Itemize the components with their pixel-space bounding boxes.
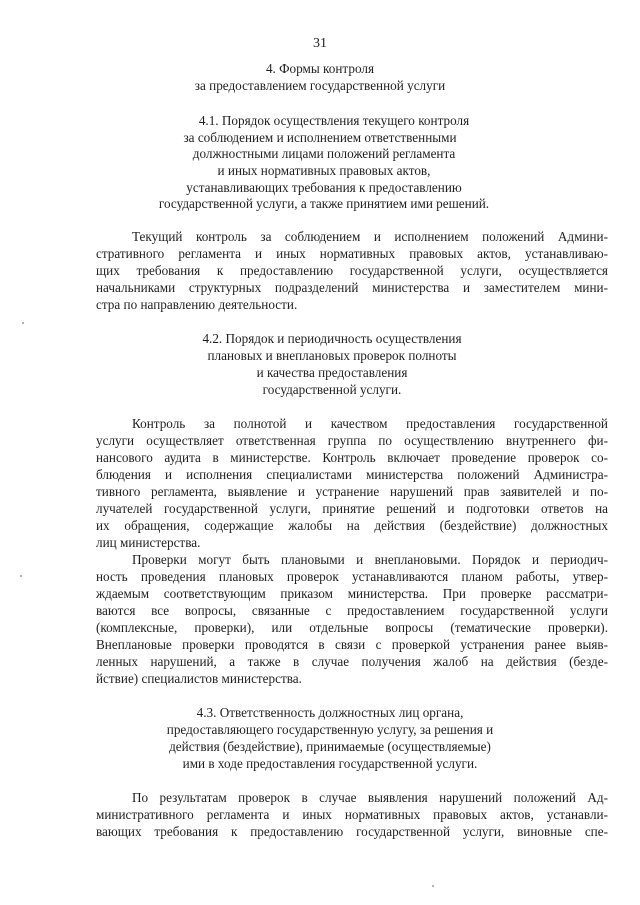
paragraph-line: ждаемым соответствующим приказом министерства. При проверке рассматри- bbox=[96, 586, 608, 601]
scan-speck bbox=[432, 885, 434, 887]
paragraph-line: их обращения, содержащие жалобы на действия (бездействие) должностных bbox=[96, 518, 608, 533]
subsection-heading-line: предоставляющего государственную услугу, за решения и bbox=[166, 722, 494, 737]
paragraph-line: йствие) специалистов министерства. bbox=[96, 671, 302, 686]
scan-speck bbox=[20, 575, 22, 577]
paragraph-line: (комплексные, проверки), или отдельные вопросы (тематические проверки). bbox=[96, 620, 608, 635]
subsection-heading-line: 4.2. Порядок и периодичность осуществления bbox=[202, 331, 462, 346]
paragraph-line: нансового аудита в министерстве. Контроль включает проведение проверок со- bbox=[96, 450, 608, 465]
paragraph-line: ваются все вопросы, связанные с предоставлением государственной услуги bbox=[96, 603, 608, 618]
paragraph-line: лиц министерства. bbox=[96, 535, 201, 550]
subsection-heading-line: государственной услуги. bbox=[262, 382, 402, 397]
paragraph-line: вающих требования к предоставлению государственной услуги, виновные спе- bbox=[96, 824, 608, 839]
subsection-heading-line: ими в ходе предоставления государственной услуги. bbox=[182, 756, 478, 771]
paragraph-line: ность проведения плановых проверок устанавливаются планом работы, утвер- bbox=[96, 569, 608, 584]
subsection-heading-line: устанавливающих требования к предоставлению bbox=[186, 180, 462, 195]
subsection-heading-line: за соблюдением и исполнением ответственными bbox=[183, 130, 457, 145]
subsection-heading-line: и качества предоставления bbox=[256, 365, 408, 380]
subsection-heading-line: действия (бездействие), принимаемые (осуществляемые) bbox=[169, 739, 491, 754]
paragraph-line: услуги осуществляет ответственная группа по осуществлению внутреннего фи- bbox=[96, 433, 608, 448]
page-number: 31 bbox=[313, 36, 327, 51]
paragraph-line: стра по направлению деятельности. bbox=[96, 297, 298, 312]
paragraph-line: тивного регламента, выявление и устранение нарушений прав заявителей и по- bbox=[96, 484, 608, 499]
paragraph-line: щих требования к предоставлению государственной услуги, осуществляется bbox=[96, 263, 608, 278]
paragraph-line: стративного регламента и иных нормативных правовых актов, устанавливаю- bbox=[96, 246, 608, 261]
paragraph-line: Внеплановые проверки проводятся в связи с проверкой устранения ранее выяв- bbox=[96, 637, 608, 652]
paragraph-line: Текущий контроль за соблюдением и исполнением положений Админи- bbox=[132, 229, 608, 244]
subsection-heading-line: плановых и внеплановых проверок полноты bbox=[207, 348, 457, 363]
paragraph-line: министративного регламента и иных нормативных правовых актов, устанавли- bbox=[96, 807, 608, 822]
paragraph-line: лучателей государственной услуги, принятие решений и подготовки ответов на bbox=[96, 501, 608, 516]
paragraph-line: блюдения и исполнения специалистами министерства положений Администра- bbox=[96, 467, 608, 482]
paragraph-line: ленных нарушений, а также в случае получения жалоб на действия (безде- bbox=[96, 654, 608, 669]
scan-speck bbox=[22, 322, 24, 324]
subsection-heading-line: государственной услуги, а также принятием ими решений. bbox=[158, 196, 490, 211]
subsection-heading-line: 4.3. Ответственность должностных лиц органа, bbox=[196, 705, 464, 720]
subsection-heading-line: 4.1. Порядок осуществления текущего контроля bbox=[198, 113, 470, 128]
subsection-heading-line: должностными лицами положений регламента bbox=[192, 146, 456, 161]
paragraph-line: Контроль за полнотой и качеством предоставления государственной bbox=[132, 416, 608, 431]
subsection-heading-line: и иных нормативных правовых актов, bbox=[217, 163, 431, 178]
paragraph-line: По результатам проверок в случае выявления нарушений положений Ад- bbox=[132, 790, 608, 805]
section-title-line: за предоставлением государственной услуги bbox=[194, 78, 446, 93]
paragraph-line: начальниками структурных подразделений министерства и заместителем мини- bbox=[96, 280, 608, 295]
paragraph-line: Проверки могут быть плановыми и внеплановыми. Порядок и периодич- bbox=[132, 552, 608, 567]
section-title-line: 4. Формы контроля bbox=[265, 61, 375, 76]
